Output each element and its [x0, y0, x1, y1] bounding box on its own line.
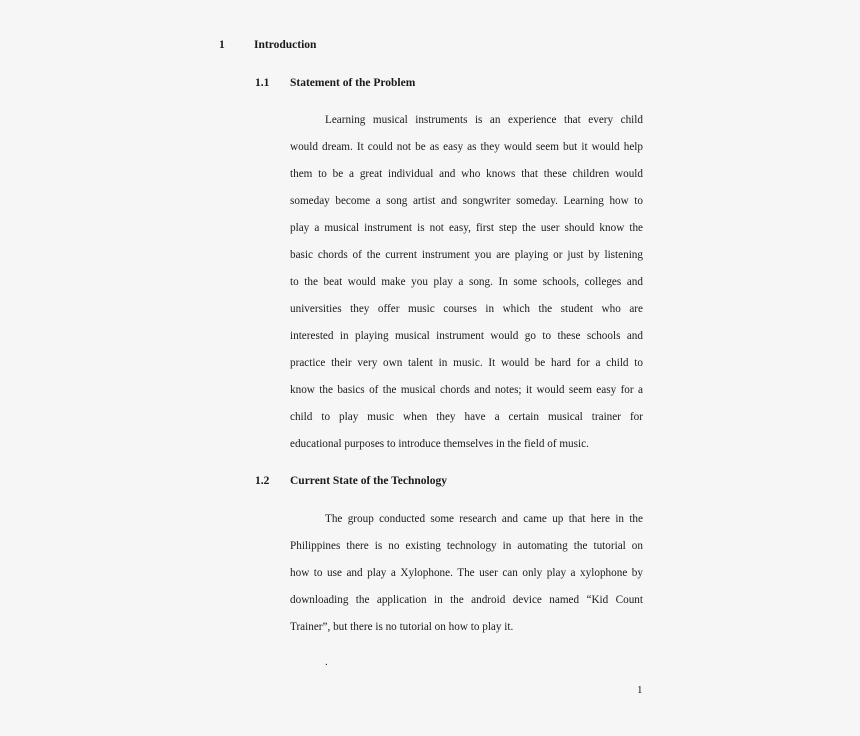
paragraph-line: universities they offer music courses in which the student who are: [290, 303, 643, 315]
paragraph-line: educational purposes to introduce themselves in the field of music.: [290, 438, 589, 450]
page-number: 1: [637, 684, 643, 696]
subsection-title: Current State of the Technology: [290, 475, 447, 487]
paragraph-line: would dream. It could not be as easy as they would seem but it would help: [290, 141, 643, 153]
trailing-period-mark: .: [325, 656, 328, 668]
paragraph-line: how to use and play a Xylophone. The user can only play a xylophone by: [290, 567, 643, 579]
paragraph-line: Philippines there is no existing technology in automating the tutorial on: [290, 540, 643, 552]
paragraph-line: Learning musical instruments is an experience that every child: [325, 114, 643, 126]
paragraph-line: basic chords of the current instrument you are playing or just by listening: [290, 249, 643, 261]
section-title: Introduction: [254, 39, 317, 51]
paragraph-line: Trainer”, but there is no tutorial on how to play it.: [290, 621, 514, 633]
subsection-title: Statement of the Problem: [290, 77, 416, 89]
paragraph-line: downloading the application in the android device named “Kid Count: [290, 594, 643, 606]
section-number: 1: [219, 39, 225, 51]
paragraph-line: to the beat would make you play a song. In some schools, colleges and: [290, 276, 643, 288]
paragraph-statement-of-problem: [290, 107, 643, 458]
paragraph-line: someday become a song artist and songwriter someday. Learning how to: [290, 195, 643, 207]
paragraph-line: child to play music when they have a certain musical trainer for: [290, 411, 643, 423]
paragraph-line: interested in playing musical instrument would go to these schools and: [290, 330, 643, 342]
paragraph-current-state-of-technology: [290, 506, 643, 641]
paragraph-line: The group conducted some research and came up that here in the: [325, 513, 643, 525]
subsection-number: 1.2: [255, 475, 270, 487]
paragraph-line: practice their very own talent in music. It would be hard for a child to: [290, 357, 643, 369]
paragraph-line: know the basics of the musical chords and notes; it would seem easy for a: [290, 384, 643, 396]
subsection-number: 1.1: [255, 77, 270, 89]
paragraph-line: them to be a great individual and who knows that these children would: [290, 168, 643, 180]
paragraph-line: play a musical instrument is not easy, first step the user should know the: [290, 222, 643, 234]
